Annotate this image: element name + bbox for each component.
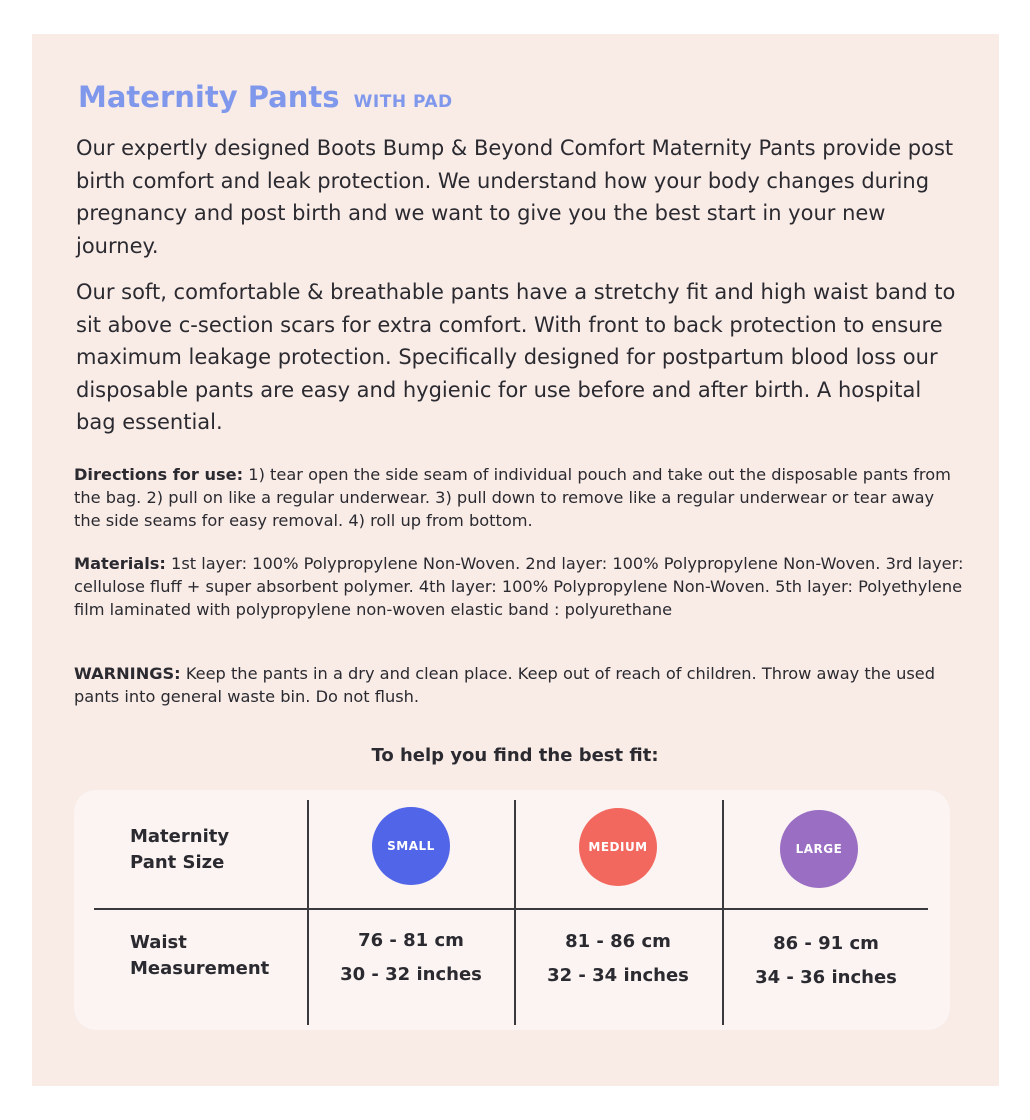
waist-cm: 76 - 81 cm (358, 930, 464, 951)
waist-cell-medium (515, 925, 721, 993)
size-table (74, 790, 950, 1030)
warnings-text: Keep the pants in a dry and clean place. Keep out of reach of children. Throw away the used pants into general waste bin. Do not flush. (74, 664, 936, 706)
product-title (78, 80, 453, 114)
waist-label-line2: Measurement (130, 958, 270, 979)
warnings-label: WARNINGS: (74, 664, 181, 683)
materials-text: 1st layer: 100% Polypropylene Non-Woven. 2nd layer: 100% Polypropylene Non-Woven. 3rd layer: cellulose fluff + super absorbent polymer. 4th layer: 100% Polypropylene Non-Woven. 5th layer: Polyethylene film laminated with polypropylene non-woven elastic band : polyurethane (74, 554, 964, 619)
intro-paragraph: Our expertly designed Boots Bump & Beyond Comfort Maternity Pants provide post birth comfort and leak protection. We understand how your body changes during pregnancy and post birth and we want to give you the best start in your new journey. (76, 136, 954, 258)
waist-inches: 32 - 34 inches (547, 965, 689, 986)
product-title-main: Maternity Pants (78, 80, 340, 114)
size-badge-medium: MEDIUM (579, 808, 657, 886)
size-badge-large: LARGE (780, 810, 858, 888)
waist-row-label (130, 930, 269, 982)
table-row-divider (94, 908, 928, 910)
waist-inches: 30 - 32 inches (340, 964, 482, 985)
waist-inches: 34 - 36 inches (755, 967, 897, 988)
materials-label: Materials: (74, 554, 166, 573)
directions-text: 1) tear open the side seam of individual pouch and take out the disposable pants from the bag. 2) pull on like a regular underwear. 3) pull down to remove like a regular underwear or tear away the side seams for easy removal. 4) roll up from bottom. (74, 465, 951, 530)
directions-label: Directions for use: (74, 465, 244, 484)
product-title-sub: WITH PAD (353, 92, 453, 112)
size-badge-small: SMALL (372, 807, 450, 885)
pant-size-label-line2: Pant Size (130, 852, 225, 873)
fit-heading: To help you find the best fit: (371, 745, 659, 766)
materials-section (74, 552, 964, 621)
waist-label-line1: Waist (130, 932, 187, 953)
waist-cell-large (723, 927, 929, 995)
waist-cm: 86 - 91 cm (773, 933, 879, 954)
waist-cell-small (308, 924, 514, 992)
waist-cm: 81 - 86 cm (565, 931, 671, 952)
pant-size-label-line1: Maternity (130, 826, 230, 847)
pant-size-row-label (130, 824, 229, 876)
directions-section (74, 463, 964, 532)
features-paragraph: Our soft, comfortable & breathable pants have a stretchy fit and high waist band to sit above c-section scars for extra comfort. With front to back protection to ensure maximum leakage protection. Specifically designed for postpartum blood loss our disposable pants are easy and hygienic for use before and after birth. A hospital bag essential. (76, 280, 956, 434)
warnings-section (74, 662, 964, 708)
